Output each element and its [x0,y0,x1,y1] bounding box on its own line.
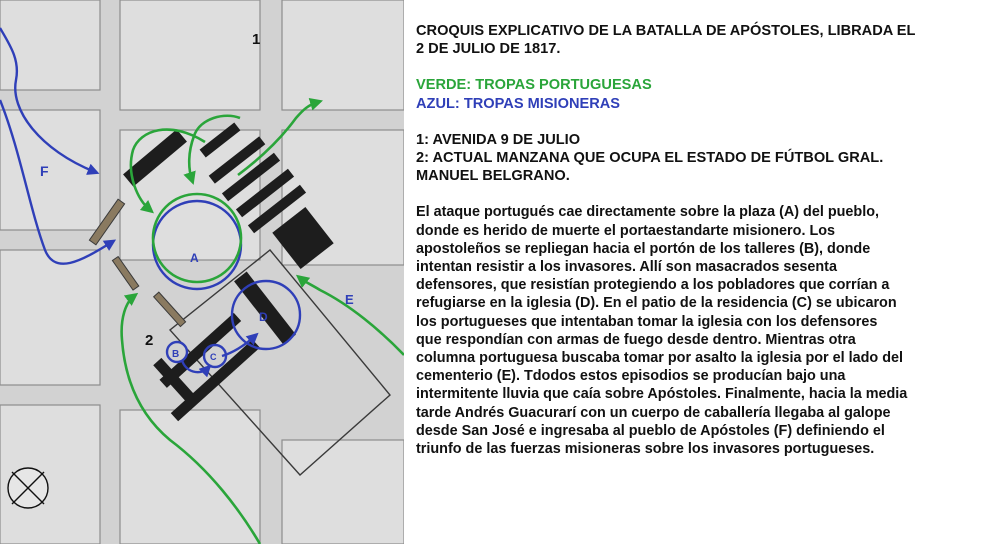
description-line: defensores, que resistían protegiendo a los pobladores que corrían a [416,277,890,294]
label-2: 2 [145,332,154,349]
reference-2: 2: ACTUAL MANZANA QUE OCUPA EL ESTADO DE FÚTBOL GRAL. [416,150,884,167]
battle-description [416,203,988,458]
description-line: columna portuguesa buscaba tomar por asalto la iglesia por el lado del [416,350,903,367]
compass-rose-icon [8,468,48,508]
label-d: D [259,310,268,324]
label-f: F [40,163,49,179]
label-e: E [345,292,354,307]
description-line: refugiarse en la iglesia (D). En el patio de la residencia (C) se ubicaron [416,295,897,312]
battle-sketch-map [0,0,404,544]
title-line-1: CROQUIS EXPLICATIVO DE LA BATALLA DE APÓSTOLES, LIBRADA EL [416,23,916,39]
label-c: C [210,352,217,362]
legend-blue: AZUL: TROPAS MISIONERAS [416,95,621,112]
label-b: B [172,349,180,360]
description-line: que respondían con armas de fuego desde dentro. Mientras otra [416,331,856,348]
legend-green: VERDE: TROPAS PORTUGUESAS [416,77,652,94]
label-1: 1 [252,31,261,48]
description-line: cementerio (E). Tdodos estos episodios se producían bajo una [416,368,846,385]
description-line: apostoleños se repliegan hacia el portón de los talleres (B), donde [416,240,871,257]
label-a: A [190,251,199,265]
reference-2-continued: MANUEL BELGRANO. [416,168,570,185]
description-line: intermitente lluvia que caía sobre Apóstoles. Finalmente, hacia la media [416,386,908,403]
description-line: donde es herido de muerte el portaestandarte misionero. Los [416,222,836,239]
reference-1: 1: AVENIDA 9 DE JULIO [416,131,581,148]
description-line: los portugueses que intentaban tomar la iglesia con los defensores [416,313,878,330]
description-line: intentan resistir a los invasores. Allí son masacrados sesenta [416,259,837,276]
description-panel [416,22,988,458]
description-line: desde San José e ingresaba al pueblo de Apóstoles (F) definiendo el [416,422,885,439]
description-line: El ataque portugués cae directamente sobre la plaza (A) del pueblo, [416,204,880,221]
title-line-2: 2 DE JULIO DE 1817. [416,41,561,58]
description-line: tarde Andrés Guacurarí con un cuerpo de caballería llegaba al galope [416,404,891,421]
description-line: triunfo de las fuerzas misioneras sobre los invasores portugueses. [416,441,875,458]
